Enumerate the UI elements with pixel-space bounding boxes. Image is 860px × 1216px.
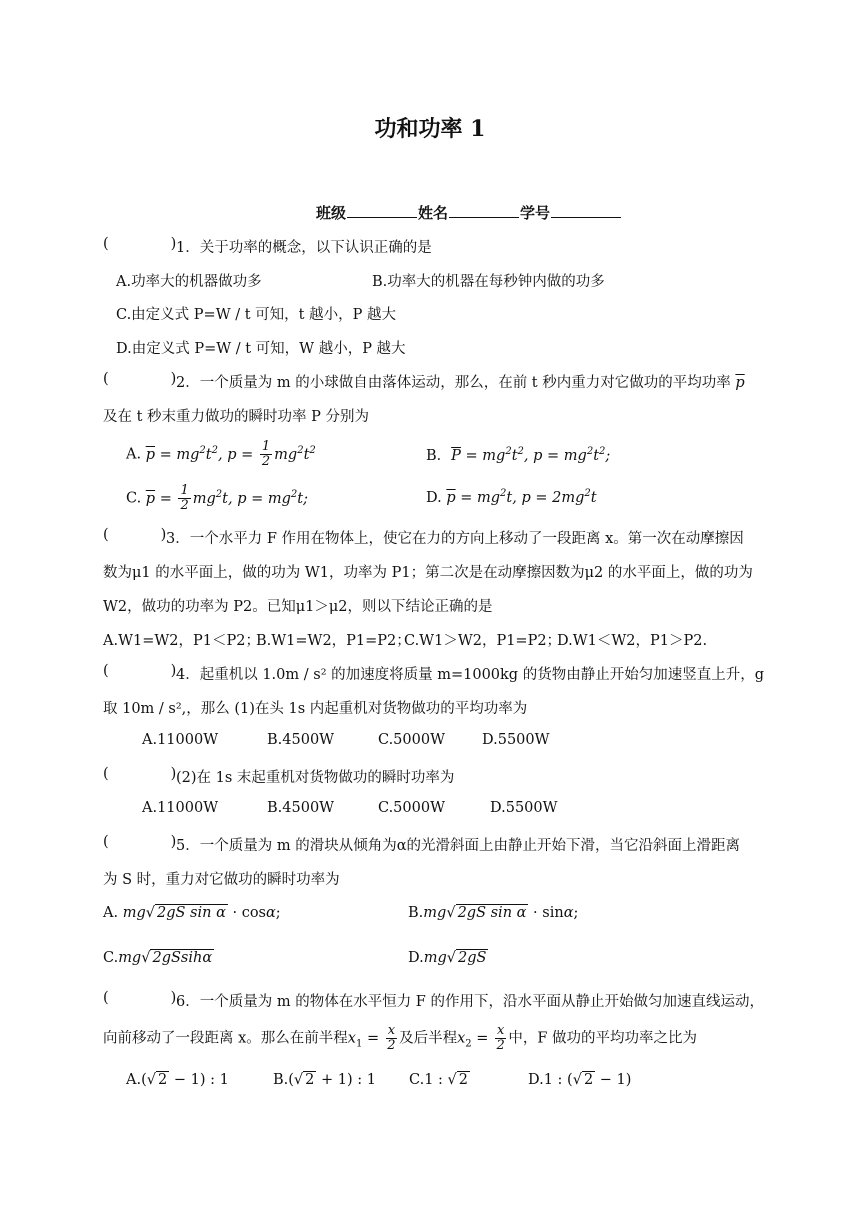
name-blank[interactable] — [449, 203, 519, 218]
q5-stem-1: 5．一个质量为 m 的滑块从倾角为α的光滑斜面上由静止开始下滑，当它沿斜面上滑距离 — [176, 838, 740, 854]
q4-option-a: A.11000W — [142, 732, 219, 748]
q4-2-option-b: B.4500W — [267, 800, 335, 816]
id-label: 学号 — [520, 204, 551, 222]
q1-option-b: B.功率大的机器在每秒钟内做的功多 — [372, 274, 605, 290]
q2-stem-1: 2．一个质量为 m 的小球做自由落体运动，那么，在前 t 秒内重力对它做功的平均功率 $\overline{p}$ — [176, 375, 745, 391]
q5-option-c: C.mg√ 2gSsihα — [103, 950, 213, 966]
q6-option-c: C.1 : √ 2 — [409, 1072, 468, 1088]
q2-option-c: C. $\overline{p}$ = $\frac{1}{2}$ $mg^2t$, $p = mg^2t$; — [126, 483, 308, 513]
q6-option-d: D.1 : (√ 2 − 1) — [528, 1072, 632, 1088]
q4-2-option-a: A.11000W — [142, 800, 219, 816]
student-info-line — [316, 202, 622, 223]
q2-option-b: B．$\overline{P} = mg^2t^2$, $p = mg^2t^2$; — [426, 446, 611, 464]
q3-option-a: A.W1=W2，P1＜P2； — [103, 633, 260, 649]
q5-paren[interactable]: ( ) — [103, 834, 177, 850]
q4-2-paren[interactable]: ( ) — [103, 766, 177, 782]
q6-paren[interactable]: ( ) — [103, 990, 177, 1006]
q1-paren[interactable]: ( ) — [103, 236, 177, 252]
page-title: 功和功率 1 — [374, 116, 486, 142]
q2-option-d: D. $\overline{p} = mg^2t$, $p = 2mg^2t$ — [426, 488, 597, 506]
q6-stem-2: 向前移动了一段距离 x。那么在前半程$x_1$ = $\frac{x}{2}$ 及后半程$x_2$ = $\frac{x}{2}$ 中，F 做功的平均功率之比为 — [103, 1023, 698, 1053]
q1-option-a: A.功率大的机器做功多 — [116, 274, 262, 290]
q6-stem-1: 6．一个质量为 m 的物体在水平恒力 F 的作用下，沿水平面从静止开始做匀加速直线运动， — [176, 994, 764, 1010]
q1-option-c: C.由定义式 P=W / t 可知，t 越小，P 越大 — [116, 307, 396, 323]
q4-stem-2: 取 10m / s²,，那么 (1)在头 1s 内起重机对货物做功的平均功率为 — [103, 701, 528, 717]
q5-stem-2: 为 S 时，重力对它做功的瞬时功率为 — [103, 872, 340, 888]
name-label: 姓名 — [418, 204, 449, 222]
q4-stem-1: 4．起重机以 1.0m / s² 的加速度将质量 m=1000kg 的货物由静止开始匀加速竖直上升，g — [176, 667, 764, 683]
avg-power-symbol: $\overline{p}$ — [735, 375, 745, 391]
q4-sub2-stem: (2)在 1s 末起重机对货物做功的瞬时功率为 — [176, 770, 455, 786]
q1-option-d: D.由定义式 P=W / t 可知，W 越小，P 越大 — [116, 341, 406, 357]
q5-option-b: B.mg√ 2gS sin α · sinα; — [408, 905, 579, 921]
q3-stem-3: W2，做功的功率为 P2。已知μ1＞μ2，则以下结论正确的是 — [103, 599, 493, 615]
class-blank[interactable] — [347, 203, 417, 218]
class-label: 班级 — [316, 204, 347, 222]
q5-option-d: D.mg√ 2gS — [408, 950, 487, 966]
q2-option-a: A. $\overline{p} = mg^2t^2$, p = $\frac{1}{2}$ $mg^2t^2$ — [126, 439, 316, 469]
q3-stem-2: 数为μ1 的水平面上，做的功为 W1，功率为 P1；第二次是在动摩擦因数为μ2 的水平面上，做的功为 — [103, 565, 753, 581]
q4-option-c: C.5000W — [378, 732, 445, 748]
q3-paren[interactable]: ( ) — [103, 527, 167, 543]
q3-option-c: C.W1＞W2，P1=P2； — [404, 633, 562, 649]
q6-option-a: A.(√ 2 − 1) : 1 — [126, 1072, 229, 1088]
q5-option-a: A. mg√ 2gS sin α · cosα; — [103, 905, 281, 921]
q3-option-b: B.W1=W2，P1=P2； — [256, 633, 411, 649]
q1-stem: 1．关于功率的概念，以下认识正确的是 — [176, 240, 432, 256]
q4-2-option-d: D.5500W — [490, 800, 558, 816]
q3-option-d: D.W1＜W2，P1＞P2. — [557, 633, 708, 649]
id-blank[interactable] — [551, 203, 621, 218]
q3-stem-1: 3．一个水平力 F 作用在物体上，使它在力的方向上移动了一段距离 x。第一次在动摩擦因 — [166, 531, 744, 547]
q4-2-option-c: C.5000W — [378, 800, 445, 816]
q2-paren[interactable]: ( ) — [103, 371, 177, 387]
q4-paren[interactable]: ( ) — [103, 663, 177, 679]
q4-option-d: D.5500W — [482, 732, 550, 748]
q6-option-b: B.(√ 2 + 1) : 1 — [273, 1072, 376, 1088]
q2-stem-2: 及在 t 秒末重力做功的瞬时功率 P 分别为 — [103, 409, 370, 425]
q4-option-b: B.4500W — [267, 732, 335, 748]
